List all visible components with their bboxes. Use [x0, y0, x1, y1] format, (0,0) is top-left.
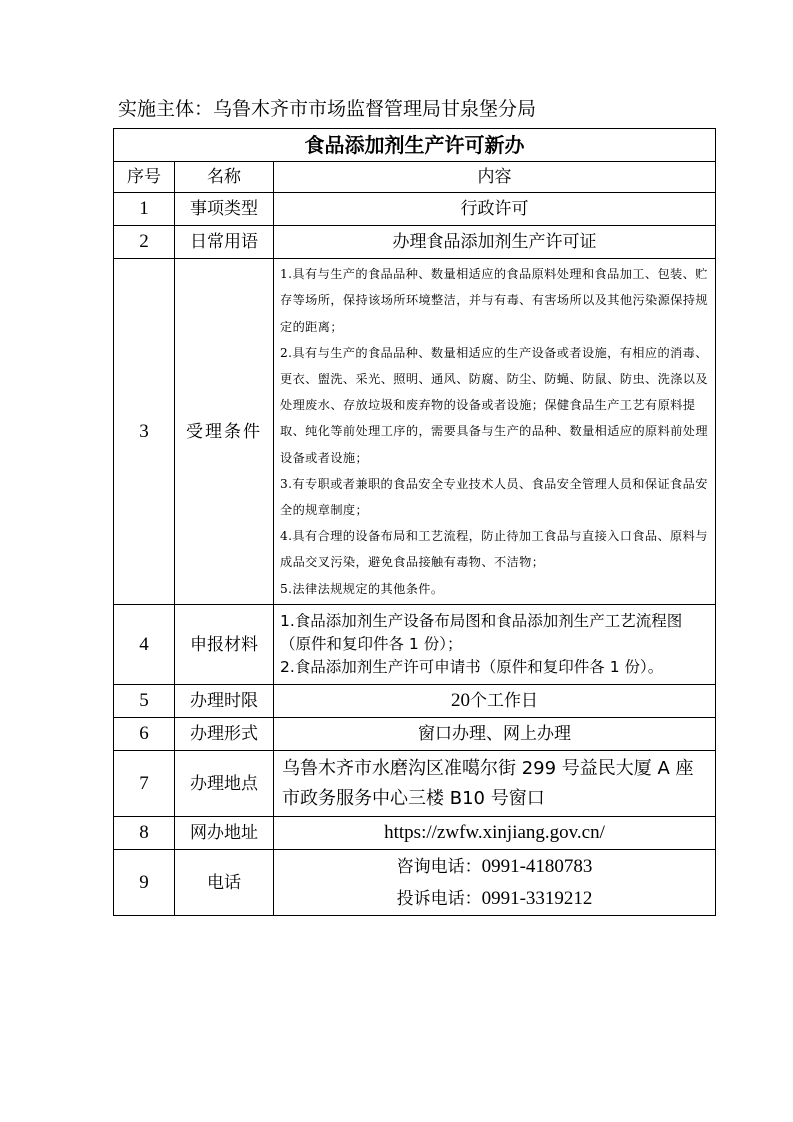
- table-title: 食品添加剂生产许可新办: [114, 129, 716, 162]
- row-name: 受理条件: [175, 259, 274, 605]
- acceptance-conditions: [274, 259, 716, 605]
- implementing-body-label: 实施主体：: [118, 98, 214, 120]
- condition-item: 1.具有与生产的食品品种、数量相适应的食品原料处理和食品加工、包装、贮存等场所，保持该场所环境整洁，并与有毒、有害场所以及其他污染源保持规定的距离；: [280, 267, 708, 334]
- row-name: 事项类型: [175, 193, 274, 226]
- implementing-body-line: [118, 96, 536, 122]
- implementing-body-name: 乌鲁木齐市市场监督管理局甘泉堡分局: [213, 98, 537, 120]
- table-header-row: [114, 162, 716, 193]
- row-name: 网办地址: [175, 817, 274, 850]
- table-row: [114, 685, 716, 718]
- online-service-url[interactable]: https://zwfw.xinjiang.gov.cn/: [274, 817, 716, 850]
- table-title-row: [114, 129, 716, 162]
- condition-item: 2.具有与生产的食品品种、数量相适应的生产设备或者设施，有相应的消毒、更衣、盥洗、采光、照明、通风、防腐、防尘、防蝇、防鼠、防虫、洗涤以及处理废水、存放垃圾和废弃物的设备或者设施；保健食品生产工艺有原料提取、纯化等前处理工序的，需要具备与生产的品种、数量相适应的原料前处理设备或者设施；: [280, 345, 708, 465]
- processing-time: [274, 685, 716, 718]
- row-seq: 3: [114, 259, 175, 605]
- service-address: 乌鲁木齐市水磨沟区准噶尔街 299 号益民大厦 A 座市政务服务中心三楼 B10 号窗口: [274, 751, 716, 817]
- application-materials: [274, 605, 716, 685]
- row-seq: 4: [114, 605, 175, 685]
- table-row: [114, 193, 716, 226]
- row-name: 日常用语: [175, 226, 274, 259]
- consult-phone-label: 咨询电话：: [396, 856, 482, 877]
- row-seq: 7: [114, 751, 175, 817]
- column-header-name: 名称: [175, 162, 274, 193]
- condition-item: 5.法律法规规定的其他条件。: [280, 581, 444, 596]
- complaint-phone-number: 0991-3319212: [481, 887, 593, 909]
- row-name: 办理地点: [175, 751, 274, 817]
- complaint-phone-label: 投诉电话：: [396, 888, 482, 909]
- material-item: 1.食品添加剂生产设备布局图和食品添加剂生产工艺流程图（原件和复印件各 1 份）；: [280, 612, 683, 653]
- row-content: 窗口办理、网上办理: [274, 718, 716, 751]
- row-name: 办理时限: [175, 685, 274, 718]
- table-row: [114, 259, 716, 605]
- condition-item: 3.有专职或者兼职的食品安全专业技术人员、食品安全管理人员和保证食品安全的规章制度；: [280, 476, 708, 517]
- table-row: [114, 817, 716, 850]
- row-seq: 1: [114, 193, 175, 226]
- column-header-content: 内容: [274, 162, 716, 193]
- phone-numbers: [274, 850, 716, 916]
- complaint-phone-line: [274, 883, 715, 915]
- table-row: [114, 850, 716, 916]
- row-seq: 9: [114, 850, 175, 916]
- condition-item: 4.具有合理的设备布局和工艺流程，防止待加工食品与直接入口食品、原料与成品交叉污染，避免食品接触有毒物、不洁物；: [280, 529, 708, 570]
- table-row: [114, 718, 716, 751]
- table-row: [114, 751, 716, 817]
- table-row: [114, 226, 716, 259]
- consult-phone-line: [274, 851, 715, 883]
- row-name: 办理形式: [175, 718, 274, 751]
- service-info-table: [113, 128, 716, 916]
- row-content: 行政许可: [274, 193, 716, 226]
- column-header-seq: 序号: [114, 162, 175, 193]
- material-item: 2.食品添加剂生产许可申请书（原件和复印件各 1 份）。: [280, 658, 664, 676]
- row-seq: 2: [114, 226, 175, 259]
- row-name: 申报材料: [175, 605, 274, 685]
- processing-days: 20: [451, 690, 471, 711]
- row-content: 办理食品添加剂生产许可证: [274, 226, 716, 259]
- processing-unit: 个工作日: [470, 691, 539, 711]
- row-seq: 6: [114, 718, 175, 751]
- table-row: [114, 605, 716, 685]
- row-name: 电话: [175, 850, 274, 916]
- row-seq: 5: [114, 685, 175, 718]
- consult-phone-number: 0991-4180783: [481, 855, 593, 877]
- row-seq: 8: [114, 817, 175, 850]
